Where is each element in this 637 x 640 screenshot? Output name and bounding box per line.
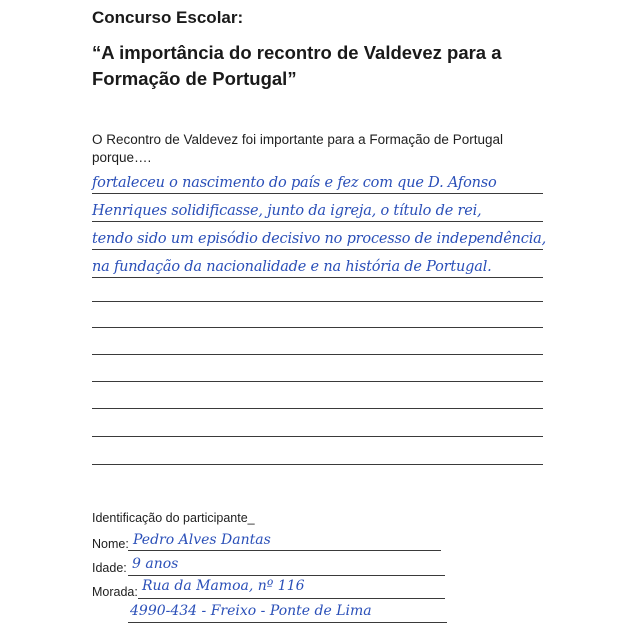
address-field-line-1 — [138, 598, 445, 599]
address-label: Morada: — [92, 585, 138, 599]
contest-heading: Concurso Escolar: — [92, 8, 244, 27]
answer-line-11 — [92, 464, 543, 465]
age-field-line — [128, 575, 445, 576]
answer-line-9 — [92, 408, 543, 409]
address-line-1-value: Rua da Mamoa, nº 116 — [142, 578, 305, 594]
answer-line-10 — [92, 436, 543, 437]
address-line-2-value: 4990-434 - Freixo - Ponte de Lima — [130, 603, 372, 619]
question-prompt: O Recontro de Valdevez foi importante para a Formação de Portugal porque…. — [92, 132, 503, 165]
answer-line-7 — [92, 354, 543, 355]
age-label: Idade: — [92, 561, 127, 575]
answer-line-3 — [92, 249, 543, 250]
identification-title: Identificação do participante_ — [92, 511, 255, 525]
answer-line-4-text: na fundação da nacionalidade e na história de Portugal. — [92, 259, 492, 275]
contest-title: “A importância do recontro de Valdevez para a Formação de Portugal” — [92, 42, 502, 89]
answer-line-8 — [92, 381, 543, 382]
age-value: 9 anos — [132, 556, 179, 572]
answer-line-3-text: tendo sido um episódio decisivo no processo de independência, — [92, 231, 546, 247]
answer-line-1-text: fortaleceu o nascimento do país e fez com que D. Afonso — [92, 175, 497, 191]
name-field-line — [128, 550, 441, 551]
answer-line-6 — [92, 327, 543, 328]
name-label: Nome: — [92, 537, 129, 551]
address-field-line-2 — [128, 622, 447, 623]
answer-line-5 — [92, 301, 543, 302]
answer-line-2 — [92, 221, 543, 222]
answer-line-1 — [92, 193, 543, 194]
answer-line-2-text: Henriques solidificasse, junto da igreja, o título de rei, — [92, 203, 482, 219]
name-value: Pedro Alves Dantas — [133, 532, 271, 548]
answer-line-4 — [92, 277, 543, 278]
